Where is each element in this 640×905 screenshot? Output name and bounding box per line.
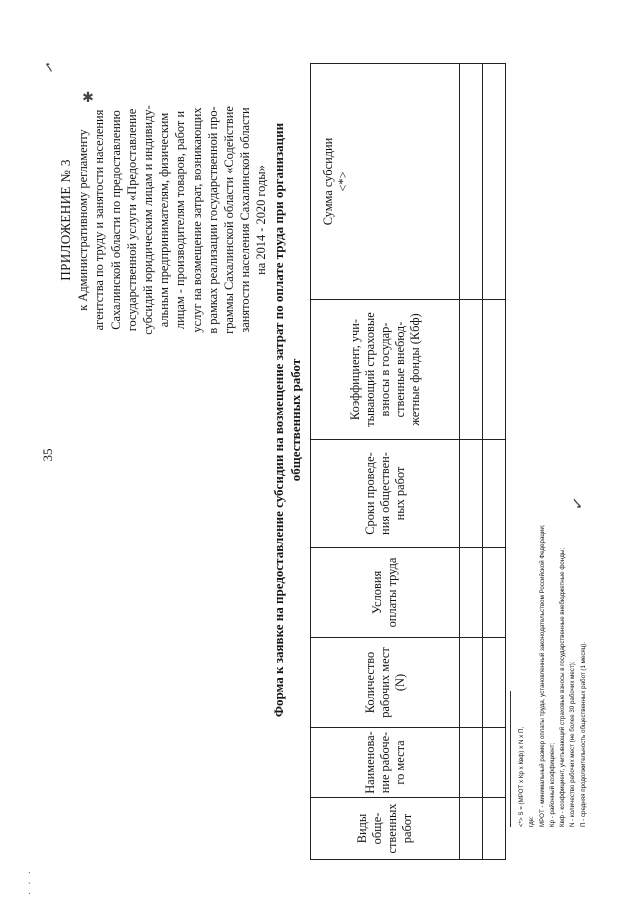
table-cell[interactable] <box>483 728 506 798</box>
header-cell-insurance-coefficient <box>311 300 460 440</box>
header-line: работ <box>400 813 414 844</box>
footnote-line: N - количество рабочих мест (не более 30 рабочих мест); <box>569 661 577 827</box>
subsidy-table <box>310 63 506 860</box>
table-cell[interactable] <box>460 798 483 860</box>
header-line: <*> <box>336 171 350 192</box>
appendix-line: услуг на возмещение затрат, возникающих <box>189 107 204 333</box>
appendix-line: государственной услуги «Предоставление <box>124 108 139 332</box>
appendix-line: субсидий юридическим лицам и индивиду- <box>141 105 156 335</box>
header-line: оплаты труда <box>385 557 399 628</box>
header-line: Количество <box>362 651 377 714</box>
header-line: ственных <box>385 803 399 854</box>
table-cell[interactable] <box>460 728 483 798</box>
form-title-line: общественных работ <box>288 358 303 482</box>
header-line: ственные внебюд- <box>392 321 407 418</box>
appendix-block <box>58 95 270 345</box>
header-cell-workplace-count <box>311 638 460 728</box>
table-cell[interactable] <box>483 798 506 860</box>
subsidy-table-wrapper <box>310 64 506 860</box>
header-line: Сроки проведе- <box>362 452 377 535</box>
appendix-line: занятости населения Сахалинской области <box>238 107 253 333</box>
appendix-line: в рамках реализации государственной про- <box>205 106 220 334</box>
table-cell[interactable] <box>483 638 506 728</box>
pen-tick-mark-icon: ✓ <box>566 494 589 512</box>
footnote-line: П - средняя продолжительность общественных работ (1 месяц). <box>579 641 587 827</box>
scan-dots-icon: · · · <box>25 869 36 895</box>
header-cell-work-period <box>311 440 460 548</box>
table-row <box>483 64 506 860</box>
header-cell-workplace-name <box>311 728 460 798</box>
header-cell-pay-conditions <box>311 548 460 638</box>
pen-tick-mark-icon: ✓ <box>38 58 58 76</box>
table-cell[interactable] <box>483 440 506 548</box>
table-cell[interactable] <box>460 548 483 638</box>
footnote-line: МРОТ - минимальный размер оплаты труда, установленный законодательством Российской Федерации; <box>538 524 546 827</box>
footnote-line: где: <box>528 816 536 827</box>
page-number: 35 <box>40 448 55 462</box>
table-row <box>460 64 483 860</box>
header-line: Виды обще- <box>355 812 384 845</box>
table-cell[interactable] <box>483 64 506 300</box>
form-title <box>270 75 304 765</box>
header-cell-subsidy-amount <box>311 64 460 300</box>
footnote-line: <*> S = (МРОТ x Кр x Квф) x N x П, <box>518 726 525 827</box>
header-line: тывающий страховые <box>362 312 377 427</box>
header-line: ния обществен- <box>377 452 392 535</box>
header-line: рабочих мест <box>377 647 392 718</box>
footnote-line: Квф - коэффициент, учитывающий страховые взносы в государственные внебюджетные фонды; <box>559 547 567 827</box>
table-cell[interactable] <box>483 548 506 638</box>
appendix-line: на 2014 - 2020 годы» <box>254 165 269 275</box>
header-line: (N) <box>392 673 407 692</box>
header-line: Условия <box>370 570 384 615</box>
appendix-line: к Административному регламенту <box>76 129 91 311</box>
form-title-line: Форма к заявке на предоставление субсидии на возмещение затрат по оплате труда при организации <box>271 122 286 718</box>
header-line: Коэффициент, учи- <box>347 318 362 421</box>
appendix-title: ПРИЛОЖЕНИЕ № 3 <box>58 159 73 281</box>
appendix-line: граммы Сахалинской области «Содействие <box>222 106 237 334</box>
header-line: ние рабоче- <box>377 731 392 794</box>
header-line: жетные фонды (Кбф) <box>407 313 422 426</box>
footnotes <box>517 307 589 827</box>
table-cell[interactable] <box>460 300 483 440</box>
header-line: Сумма субсидии <box>321 137 335 226</box>
table-header-row <box>311 64 460 860</box>
appendix-line: лицам - производителям товаров, работ и <box>173 110 188 330</box>
appendix-line: альным предпринимателям, физическим <box>157 112 172 328</box>
header-line: ных работ <box>392 466 407 521</box>
table-cell[interactable] <box>460 440 483 548</box>
appendix-line: агентства по труду и занятости населения <box>92 109 107 331</box>
header-line: го места <box>392 740 407 785</box>
table-cell[interactable] <box>460 638 483 728</box>
header-line: взносы в государ- <box>377 322 392 417</box>
appendix-line: Сахалинской области по предоставлению <box>108 110 123 330</box>
header-cell-work-types <box>311 798 460 860</box>
header-line: Наименова- <box>362 731 377 794</box>
footnote-line: Кр - районный коэффициент; <box>548 742 556 827</box>
pen-scribble-icon: ✱ <box>82 90 94 107</box>
table-cell[interactable] <box>483 300 506 440</box>
footnote-divider <box>510 691 511 827</box>
table-cell[interactable] <box>460 64 483 300</box>
